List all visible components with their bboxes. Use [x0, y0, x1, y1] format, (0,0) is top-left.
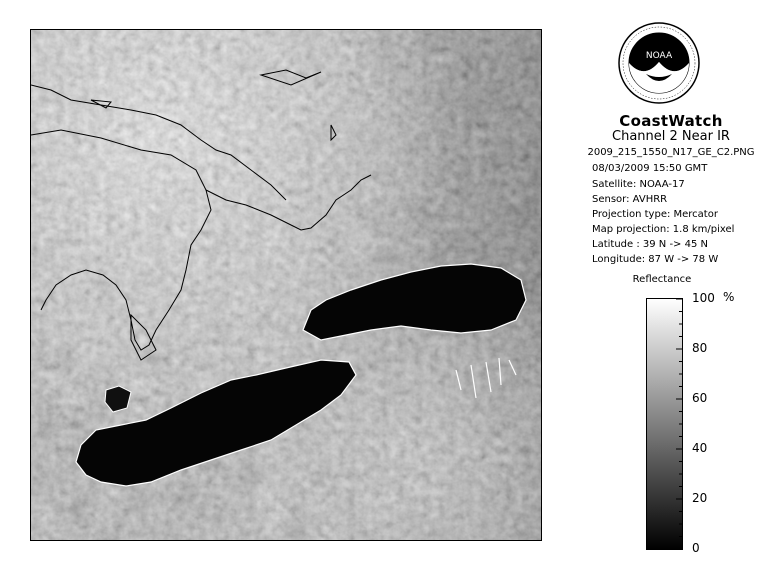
satellite-image	[31, 30, 541, 540]
satellite-map	[30, 29, 542, 541]
legend-unit: %	[723, 290, 735, 304]
longitude: Longitude: 87 W -> 78 W	[592, 254, 719, 265]
legend-title: Reflectance	[632, 274, 692, 285]
projection-type: Projection type: Mercator	[592, 209, 718, 220]
channel-label: Channel 2 Near IR	[612, 129, 730, 144]
reflectance-colorbar	[646, 298, 688, 550]
sensor: Sensor: AVHRR	[592, 194, 668, 205]
noaa-logo	[618, 22, 700, 104]
colorbar-tick-label: 40	[692, 441, 708, 455]
colorbar-tick-label: 0	[692, 541, 700, 555]
datetime: 08/03/2009 15:50 GMT	[592, 163, 708, 174]
page-title: CoastWatch	[619, 112, 723, 130]
latitude: Latitude : 39 N -> 45 N	[592, 239, 708, 250]
colorbar-tick-label: 60	[692, 391, 708, 405]
colorbar-tick-label: 80	[692, 341, 708, 355]
colorbar-tick-label: 20	[692, 491, 708, 505]
satellite: Satellite: NOAA-17	[592, 179, 685, 190]
map-projection: Map projection: 1.8 km/pixel	[592, 224, 735, 235]
logo-text: NOAA	[645, 51, 673, 61]
filename: 2009_215_1550_N17_GE_C2.PNG	[587, 147, 755, 158]
colorbar-tick-label: 100	[692, 291, 715, 305]
